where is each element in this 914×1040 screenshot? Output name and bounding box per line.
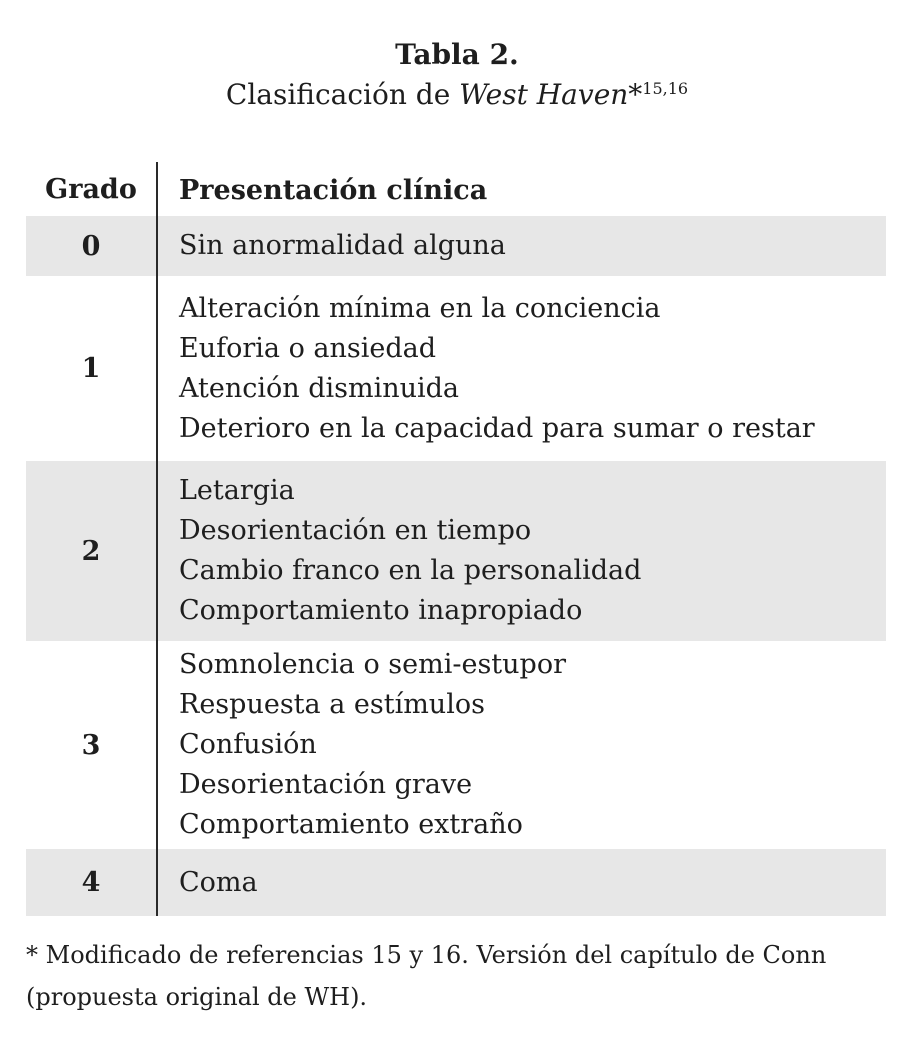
table-row xyxy=(26,461,886,641)
presentation-line: Deterioro en la capacidad para sumar o restar xyxy=(179,412,815,444)
table-caption xyxy=(0,38,914,112)
footnote-line: * Modificado de referencias 15 y 16. Versión del capítulo de Conn xyxy=(26,941,827,969)
title-italic: West Haven xyxy=(459,78,629,111)
west-haven-table xyxy=(26,162,886,916)
grade-cell: 0 xyxy=(26,216,158,276)
presentation-cell xyxy=(158,276,886,461)
footnote-line: (propuesta original de WH). xyxy=(26,983,368,1011)
presentation-line: Comportamiento inapropiado xyxy=(179,595,583,626)
table-number: Tabla 2. xyxy=(395,38,519,71)
presentation-line: Atención disminuida xyxy=(179,372,460,404)
header-presentation: Presentación clínica xyxy=(179,174,488,206)
presentation-line: Coma xyxy=(179,866,258,898)
table-row xyxy=(26,276,886,461)
presentation-line: Cambio franco en la personalidad xyxy=(179,555,642,586)
table-header-row xyxy=(26,162,886,216)
title-superscript: 15,16 xyxy=(642,79,689,98)
grade-cell: 2 xyxy=(26,461,158,641)
grade-cell: 4 xyxy=(26,849,158,916)
title-prefix: Clasificación de xyxy=(225,78,460,111)
presentation-cell xyxy=(158,641,886,849)
presentation-line: Comportamiento extraño xyxy=(179,809,523,840)
presentation-line: Somnolencia o semi-estupor xyxy=(179,649,566,680)
table-row xyxy=(26,641,886,849)
presentation-line: Respuesta a estímulos xyxy=(179,689,485,720)
table-row xyxy=(26,849,886,916)
presentation-line: Desorientación grave xyxy=(179,769,473,800)
presentation-line: Sin anormalidad alguna xyxy=(179,230,506,261)
table-row xyxy=(26,216,886,276)
header-grade: Grado xyxy=(26,162,158,216)
presentation-cell xyxy=(158,849,886,916)
grade-cell: 3 xyxy=(26,641,158,849)
presentation-line: Letargia xyxy=(179,475,295,506)
grade-cell: 1 xyxy=(26,276,158,461)
presentation-line: Confusión xyxy=(179,729,317,760)
table-title xyxy=(0,78,914,112)
presentation-cell xyxy=(158,216,886,276)
presentation-cell xyxy=(158,461,886,641)
presentation-line: Desorientación en tiempo xyxy=(179,515,532,546)
presentation-line: Alteración mínima en la conciencia xyxy=(179,292,661,324)
title-asterisk: * xyxy=(628,78,643,111)
table-footnote xyxy=(26,934,886,1018)
presentation-line: Euforia o ansiedad xyxy=(179,332,437,364)
